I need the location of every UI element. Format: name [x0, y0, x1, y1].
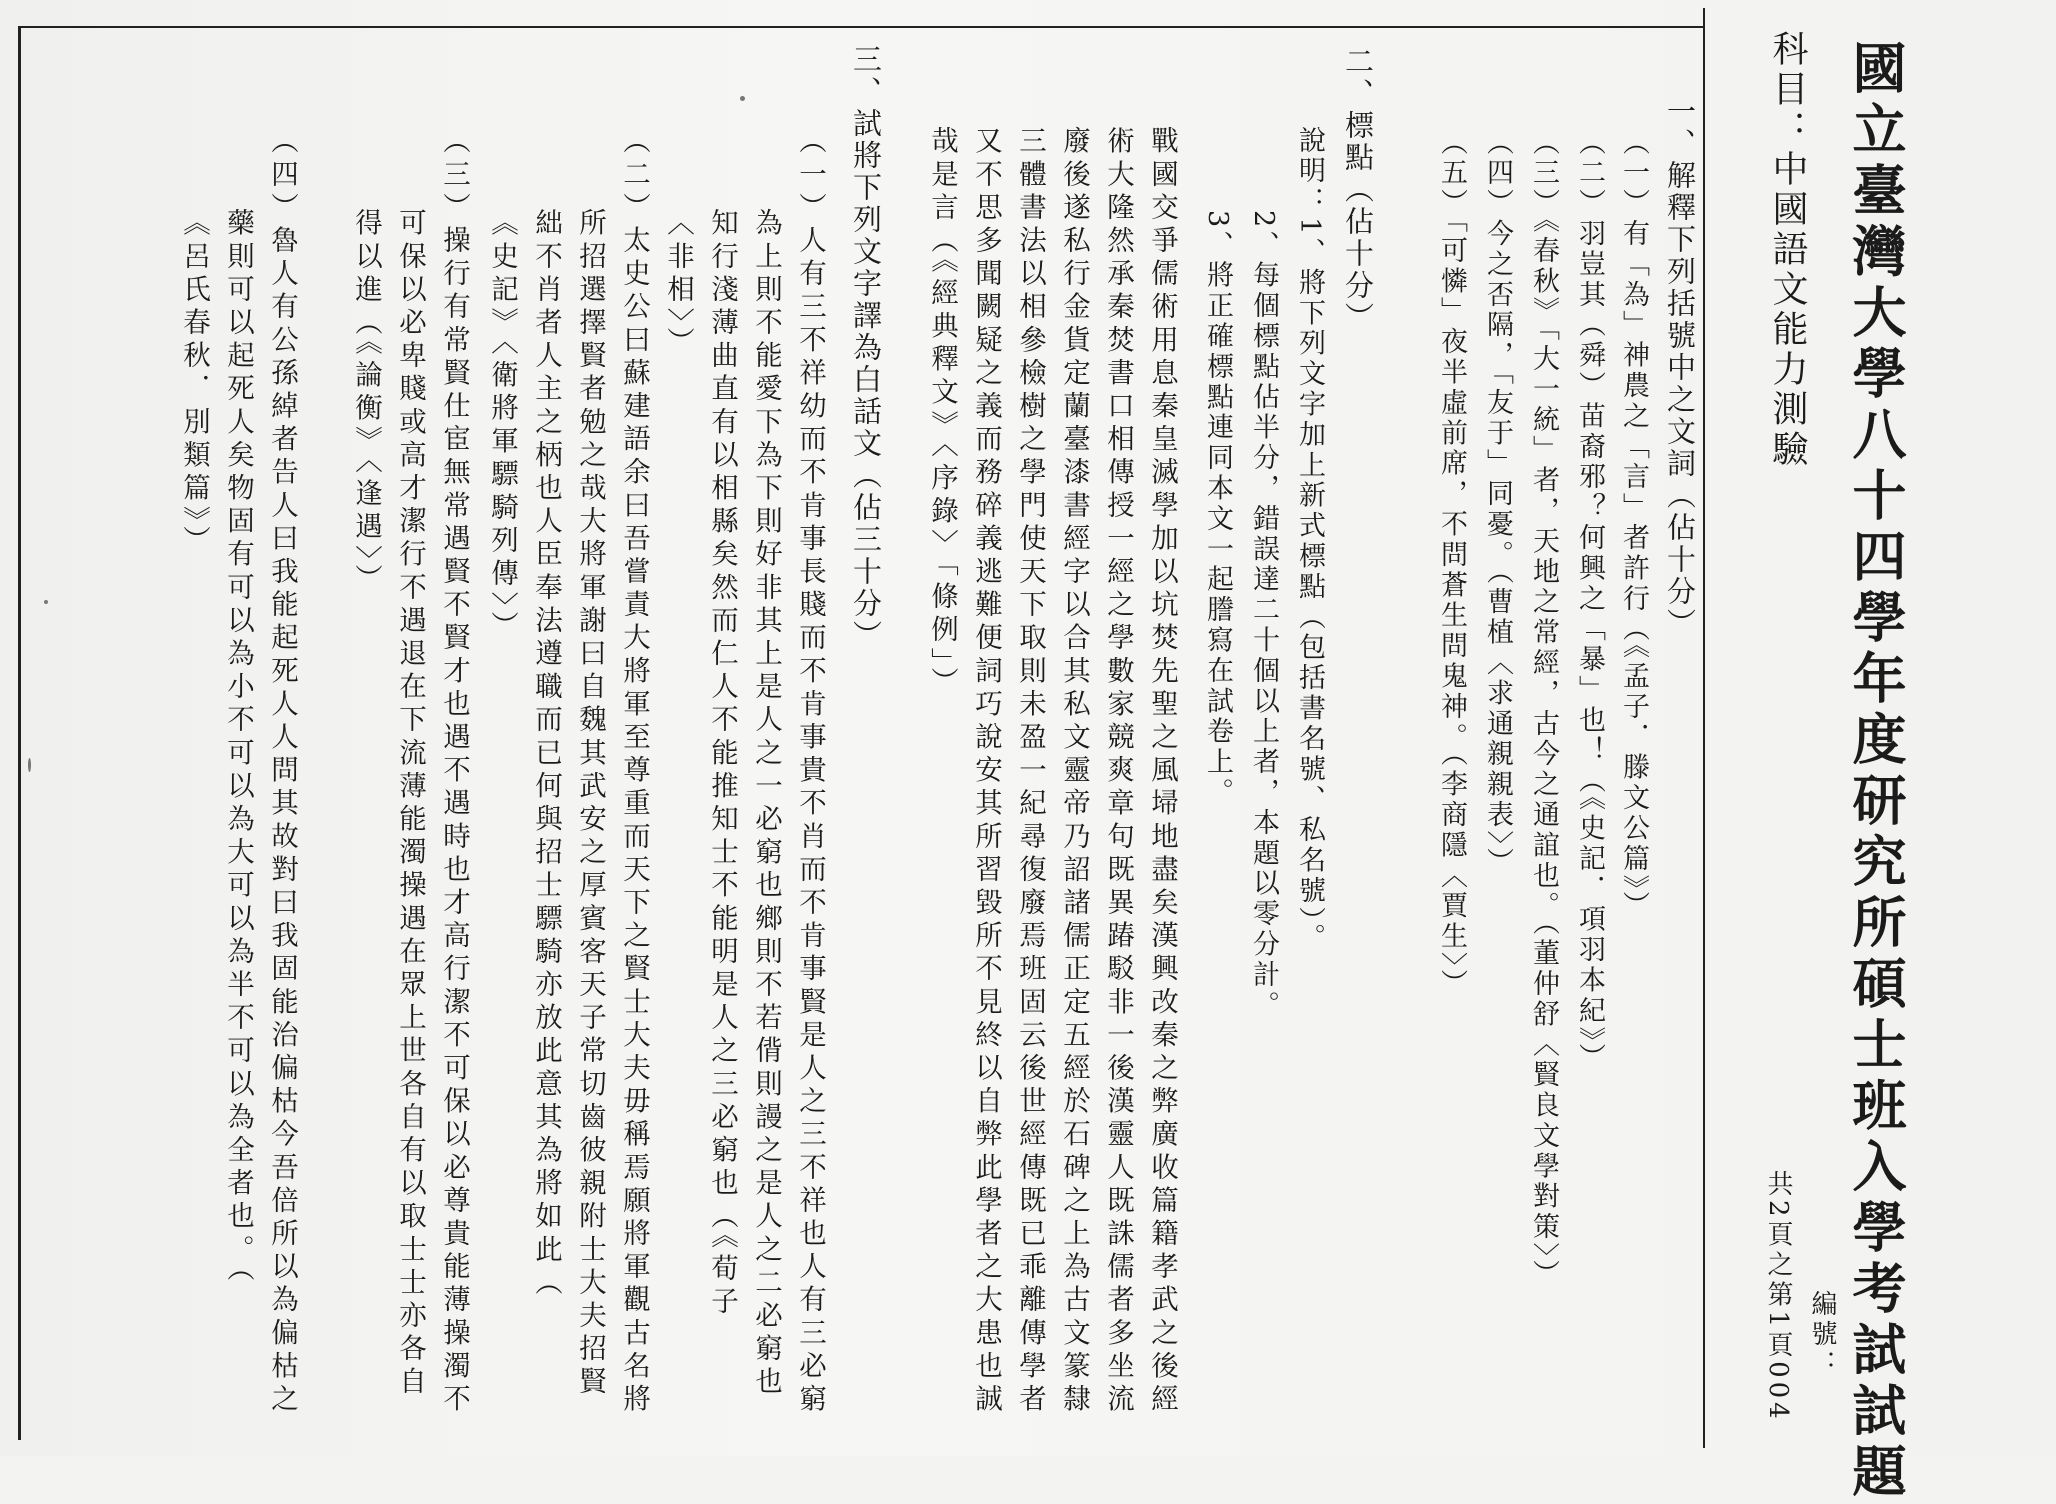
section2-note-1: 說明：1、將下列文字加上新式標點（包括書名號、私名號）。 [1294, 126, 1325, 954]
section3-item3-line-2: 可保以必卑賤或高才潔行不遇退在下流薄能濁操遇在眾上世各自有以取士士亦各自 [394, 208, 426, 1400]
page-suffix: 頁 [1763, 1331, 1793, 1362]
subject-label: 科目：中國語文能力測驗 [1767, 30, 1808, 470]
section2-heading: 二、標點（佔十分） [1341, 46, 1375, 334]
page-code: 004 [1763, 1361, 1793, 1423]
section3-item3-line-3: 得以進（《論衡》〈逢遇〉） [350, 208, 382, 598]
page-mid: 頁之第 [1763, 1220, 1793, 1311]
page-total: 2 [1763, 1200, 1793, 1221]
section3-item1-line-3: 知行淺薄曲直有以相縣矣然而仁人不能推知士不能明是人之三必窮也（《荀子 [706, 208, 738, 1320]
section2-passage-line-4: 三體書法以相參檢樹之學門使天下取則未盈一紀尋復廢焉班固云後世經傳既已乖離傳學者 [1014, 126, 1046, 1417]
section3-heading: 三、試將下列文字譯為白話文（佔三十分） [849, 44, 883, 652]
section2-passage-line-1: 戰國交爭儒術用息秦皇滅學加以坑焚先聖之風埽地盡矣漢興改秦之弊廣收篇籍孝武之後經 [1146, 126, 1178, 1417]
section1-item-3: （三）《春秋》「大一統」者，天地之常經，古今之通誼也。（董仲舒〈賢良文學對策〉） [1528, 128, 1559, 1290]
page-current: 1 [1763, 1310, 1793, 1332]
exam-title: 國立臺灣大學八十四學年度研究所碩士班入學考試試題 [1844, 40, 1908, 1504]
section2-passage-line-6: 哉是言（《經典釋文》〈序錄〉「條例」） [926, 126, 958, 700]
section3-item1-line-4: 〈非相〉） [662, 208, 694, 360]
section3-item4-line-1: （四）魯人有公孫綽者告人曰我能起死人人問其故對曰我固能治偏枯今吾倍所以為偏枯之 [266, 126, 298, 1417]
page-prefix: 共 [1763, 1170, 1793, 1200]
section2-note-2: 2、每個標點佔半分，錯誤達二十個以上者，本題以零分計。 [1248, 210, 1279, 1021]
frame-left-border [18, 28, 21, 1440]
section1-heading: 一、解釋下列括號中之文詞（佔十分） [1663, 96, 1697, 640]
section1-item-5: （五）「可憐」夜半虛前席，不問蒼生問鬼神。（李商隱〈賈生〉） [1436, 128, 1467, 1000]
section1-item-4: （四）今之否隔，「友于」同憂。（曹植〈求通親親表〉） [1482, 128, 1513, 878]
scan-speck [740, 96, 745, 101]
section3-item4-line-3: 《呂氏春秋．別類篇》） [178, 208, 210, 559]
section3-item2-line-1: （二）太史公曰蘇建語余曰吾嘗責大將軍至尊重而天下之賢士大夫毋稱焉願將軍觀古名將 [618, 126, 650, 1417]
section3-item2-line-2: 所招選擇賢者勉之哉大將軍謝曰自魏其武安之厚賓客天子常切齒彼親附士大夫招賢 [574, 208, 606, 1400]
section3-item4-line-2: 藥則可以起死人矣物固有可以為小不可以為大可以為半不可以為全者也。（ [222, 208, 254, 1287]
section3-item1-line-1: （一）人有三不祥幼而不肯事長賤而不肯事貴不肖而不肯事賢是人之三不祥也人有三必窮 [794, 126, 826, 1417]
section3-item3-line-1: （三）操行有常賢仕宦無常遇賢不賢才也遇不遇時也才高行潔不可保以必尊貴能薄操濁不 [438, 126, 470, 1417]
scan-speck [28, 758, 31, 772]
section1-item-1: （一）有「為」神農之「言」者許行（《孟子．滕文公篇》） [1618, 128, 1649, 922]
section1-item-2: （二）羽豈其（舜）苗裔邪？何興之「暴」也！（《史記．項羽本紀》） [1574, 128, 1605, 1074]
section3-item1-line-2: 為上則不能愛下為下則好非其上是人之一必窮也鄉則不若偝則謾之是人之二必窮也 [750, 208, 782, 1400]
section3-item2-line-3: 絀不肖者人主之柄也人臣奉法遵職而已何與招士驃騎亦放此意其為將如此（ [530, 208, 562, 1301]
section2-passage-line-2: 術大隆然承秦焚書口相傳授一經之學數家競爽章句既異踳駁非一後漢靈人既誅儒者多坐流 [1102, 126, 1134, 1417]
frame-top-border [18, 26, 1704, 28]
serial-number-label: 編號： [1807, 1290, 1837, 1380]
section2-passage-line-3: 廢後遂私行金貨定蘭臺漆書經字以合其私文靈帝乃詔諸儒正定五經於石碑之上為古文篆隸 [1058, 126, 1090, 1417]
section3-item2-line-4: 《史記》〈衛將軍驃騎列傳〉） [486, 208, 518, 644]
scan-speck [44, 600, 48, 604]
frame-right-border [1703, 8, 1705, 1448]
page-info [1760, 1170, 1797, 1423]
section2-note-3: 3、將正確標點連同本文一起謄寫在試卷上。 [1202, 210, 1233, 809]
section2-passage-line-5: 又不思多聞闕疑之義而務碎義逃難便詞巧說安其所習毀所不見終以自弊此學者之大患也誠 [970, 126, 1002, 1417]
